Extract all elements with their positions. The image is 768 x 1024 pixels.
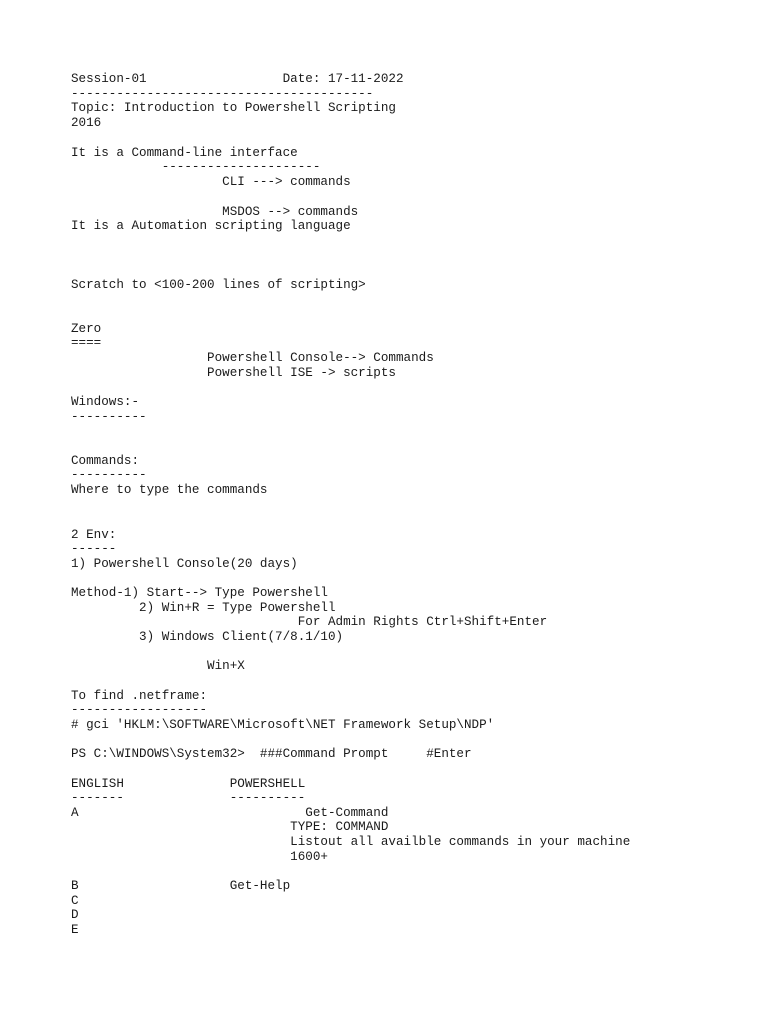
ps-prompt-line: PS C:\WINDOWS\System32> ###Command Prompt #Enter [71,747,472,761]
windows-underline: ---------- [71,410,147,424]
table-header-rule: ------- ---------- [71,791,306,805]
zero-heading: Zero [71,322,102,336]
automation-line: It is a Automation scripting language [71,219,351,233]
env-underline: ------ [71,542,117,556]
zero-underline: ==== [71,336,102,350]
row-a-count-line: 1600+ [71,850,328,864]
row-a-desc-line: Listout all availble commands in your machine [71,835,631,849]
netframe-underline: ------------------ [71,703,208,717]
session-header: Session-01 Date: 17-11-2022 [71,72,404,86]
row-e-line: E [71,923,79,937]
msdos-commands-line: MSDOS --> commands [71,205,359,219]
env-heading: 2 Env: [71,528,117,542]
admin-rights-line: For Admin Rights Ctrl+Shift+Enter [71,615,548,629]
console-days-line: 1) Powershell Console(20 days) [71,557,298,571]
row-b-line: B Get-Help [71,879,291,893]
netframe-heading: To find .netframe: [71,689,208,703]
ise-line: Powershell ISE -> scripts [71,366,396,380]
cli-commands-line: CLI ---> commands [71,175,351,189]
header-rule: ---------------------------------------- [71,87,374,101]
row-a-type-line: TYPE: COMMAND [71,820,389,834]
method-2-line: 2) Win+R = Type Powershell [71,601,336,615]
commands-underline: ---------- [71,468,147,482]
row-d-line: D [71,908,79,922]
win-x-line: Win+X [71,659,245,673]
cli-intro-line: It is a Command-line interface [71,146,298,160]
row-a-line: A Get-Command [71,806,389,820]
method-1-line: Method-1) Start--> Type Powershell [71,586,328,600]
gci-command-line: # gci 'HKLM:\SOFTWARE\Microsoft\NET Framework Setup\NDP' [71,718,495,732]
console-line: Powershell Console--> Commands [71,351,434,365]
year-line: 2016 [71,116,102,130]
windows-heading: Windows:- [71,395,140,409]
commands-heading: Commands: [71,454,140,468]
method-3-line: 3) Windows Client(7/8.1/10) [71,630,344,644]
scratch-line: Scratch to <100-200 lines of scripting> [71,278,366,292]
table-header-line: ENGLISH POWERSHELL [71,777,306,791]
cli-rule: --------------------- [71,160,321,174]
topic-line: Topic: Introduction to Powershell Scripting [71,101,396,115]
where-to-type-line: Where to type the commands [71,483,268,497]
row-c-line: C [71,894,79,908]
